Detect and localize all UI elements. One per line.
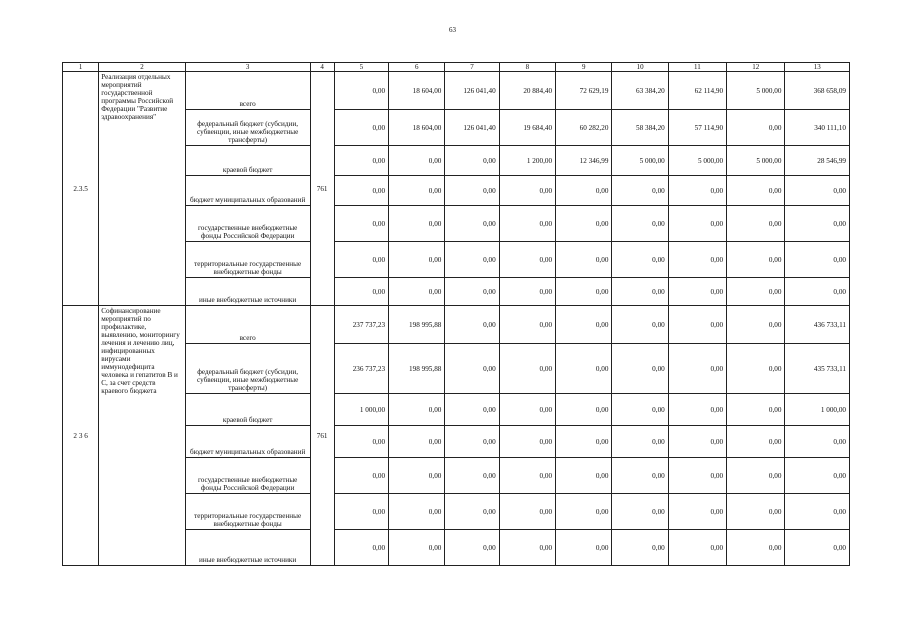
column-header: 2 — [99, 63, 186, 72]
amount-cell: 0,00 — [334, 72, 388, 110]
amount-cell: 57 114,90 — [668, 110, 726, 146]
funding-source: федеральный бюджет (субсидии, субвенции, иные межбюджетные трансферты) — [185, 344, 310, 394]
funding-source: территориальные государственные внебюджетные фонды — [185, 242, 310, 278]
amount-cell: 0,00 — [499, 530, 555, 566]
amount-cell: 0,00 — [556, 278, 612, 306]
amount-cell: 19 684,40 — [499, 110, 555, 146]
amount-cell: 18 604,00 — [389, 72, 445, 110]
amount-cell: 60 282,20 — [556, 110, 612, 146]
amount-cell: 5 000,00 — [612, 146, 668, 176]
amount-cell: 0,00 — [499, 458, 555, 494]
amount-cell: 0,00 — [727, 278, 785, 306]
funding-source: государственные внебюджетные фонды Российской Федерации — [185, 458, 310, 494]
funding-source: государственные внебюджетные фонды Российской Федерации — [185, 206, 310, 242]
amount-cell: 1 200,00 — [499, 146, 555, 176]
amount-cell: 0,00 — [785, 206, 850, 242]
amount-cell: 126 041,40 — [445, 110, 499, 146]
amount-cell: 0,00 — [334, 494, 388, 530]
amount-cell: 0,00 — [612, 306, 668, 344]
amount-cell: 5 000,00 — [727, 146, 785, 176]
column-header: 9 — [556, 63, 612, 72]
column-header: 3 — [185, 63, 310, 72]
responsible-code: 761 — [310, 72, 334, 306]
amount-cell: 0,00 — [668, 344, 726, 394]
amount-cell: 0,00 — [668, 494, 726, 530]
amount-cell: 0,00 — [499, 176, 555, 206]
measure-name: Софинансирование мероприятий по профилактике, выявлению, мониторингу лечения и лечению лиц, инфицированных вирусами иммунодефицита человека и гепатитов В и С, за счет средств краевого бюджета — [99, 306, 186, 566]
amount-cell: 0,00 — [785, 176, 850, 206]
amount-cell: 0,00 — [334, 426, 388, 458]
amount-cell: 237 737,23 — [334, 306, 388, 344]
amount-cell: 0,00 — [727, 426, 785, 458]
amount-cell: 0,00 — [499, 206, 555, 242]
column-header: 4 — [310, 63, 334, 72]
amount-cell: 0,00 — [556, 394, 612, 426]
amount-cell: 0,00 — [668, 306, 726, 344]
amount-cell: 0,00 — [556, 426, 612, 458]
amount-cell: 0,00 — [556, 458, 612, 494]
amount-cell: 1 000,00 — [334, 394, 388, 426]
amount-cell: 1 000,00 — [785, 394, 850, 426]
amount-cell: 0,00 — [668, 206, 726, 242]
amount-cell: 0,00 — [499, 278, 555, 306]
amount-cell: 62 114,90 — [668, 72, 726, 110]
amount-cell: 20 884,40 — [499, 72, 555, 110]
amount-cell: 0,00 — [556, 176, 612, 206]
amount-cell: 0,00 — [445, 344, 499, 394]
amount-cell: 0,00 — [668, 394, 726, 426]
amount-cell: 0,00 — [445, 242, 499, 278]
amount-cell: 368 658,09 — [785, 72, 850, 110]
column-header: 13 — [785, 63, 850, 72]
amount-cell: 0,00 — [556, 206, 612, 242]
amount-cell: 340 111,10 — [785, 110, 850, 146]
amount-cell: 0,00 — [445, 176, 499, 206]
amount-cell: 0,00 — [727, 110, 785, 146]
amount-cell: 436 733,11 — [785, 306, 850, 344]
amount-cell: 0,00 — [334, 278, 388, 306]
funding-source: всего — [185, 306, 310, 344]
funding-source: бюджет муниципальных образований — [185, 176, 310, 206]
amount-cell: 0,00 — [727, 458, 785, 494]
amount-cell: 0,00 — [445, 146, 499, 176]
amount-cell: 0,00 — [612, 426, 668, 458]
amount-cell: 0,00 — [334, 530, 388, 566]
amount-cell: 0,00 — [785, 278, 850, 306]
amount-cell: 0,00 — [389, 206, 445, 242]
amount-cell: 0,00 — [556, 530, 612, 566]
amount-cell: 0,00 — [612, 206, 668, 242]
amount-cell: 28 546,99 — [785, 146, 850, 176]
funding-source: краевой бюджет — [185, 394, 310, 426]
amount-cell: 0,00 — [668, 176, 726, 206]
column-header: 12 — [727, 63, 785, 72]
amount-cell: 0,00 — [556, 242, 612, 278]
amount-cell: 0,00 — [556, 494, 612, 530]
budget-table — [62, 62, 850, 566]
column-header: 1 — [63, 63, 99, 72]
amount-cell: 0,00 — [785, 530, 850, 566]
amount-cell: 0,00 — [727, 206, 785, 242]
amount-cell: 58 384,20 — [612, 110, 668, 146]
amount-cell: 0,00 — [785, 242, 850, 278]
amount-cell: 5 000,00 — [727, 72, 785, 110]
funding-source: иные внебюджетные источники — [185, 530, 310, 566]
amount-cell: 0,00 — [389, 176, 445, 206]
amount-cell: 0,00 — [727, 176, 785, 206]
amount-cell: 0,00 — [334, 242, 388, 278]
amount-cell: 0,00 — [727, 494, 785, 530]
amount-cell: 0,00 — [445, 278, 499, 306]
funding-source: иные внебюджетные источники — [185, 278, 310, 306]
amount-cell: 0,00 — [499, 494, 555, 530]
amount-cell: 0,00 — [785, 426, 850, 458]
amount-cell: 0,00 — [612, 458, 668, 494]
amount-cell: 0,00 — [445, 426, 499, 458]
amount-cell: 0,00 — [612, 494, 668, 530]
column-header: 8 — [499, 63, 555, 72]
amount-cell: 0,00 — [612, 344, 668, 394]
amount-cell: 236 737,23 — [334, 344, 388, 394]
amount-cell: 0,00 — [499, 306, 555, 344]
amount-cell: 0,00 — [785, 494, 850, 530]
funding-source: всего — [185, 72, 310, 110]
column-header: 6 — [389, 63, 445, 72]
amount-cell: 72 629,19 — [556, 72, 612, 110]
amount-cell: 0,00 — [334, 146, 388, 176]
amount-cell: 0,00 — [334, 110, 388, 146]
measure-name: Реализация отдельных мероприятий государственной программы Российской Федерации "Развитие здравоохранения" — [99, 72, 186, 306]
column-header: 7 — [445, 63, 499, 72]
amount-cell: 0,00 — [389, 530, 445, 566]
header-row — [63, 63, 850, 72]
amount-cell: 435 733,11 — [785, 344, 850, 394]
funding-source: федеральный бюджет (субсидии, субвенции, иные межбюджетные трансферты) — [185, 110, 310, 146]
funding-source: территориальные государственные внебюджетные фонды — [185, 494, 310, 530]
amount-cell: 0,00 — [727, 530, 785, 566]
amount-cell: 0,00 — [727, 242, 785, 278]
funding-source: бюджет муниципальных образований — [185, 426, 310, 458]
amount-cell: 0,00 — [445, 206, 499, 242]
amount-cell: 0,00 — [668, 242, 726, 278]
amount-cell: 18 604,00 — [389, 110, 445, 146]
amount-cell: 0,00 — [334, 458, 388, 494]
responsible-code: 761 — [310, 306, 334, 566]
amount-cell: 5 000,00 — [668, 146, 726, 176]
amount-cell: 0,00 — [612, 242, 668, 278]
amount-cell: 0,00 — [612, 278, 668, 306]
amount-cell: 0,00 — [612, 176, 668, 206]
amount-cell: 0,00 — [389, 494, 445, 530]
amount-cell: 0,00 — [668, 458, 726, 494]
amount-cell: 0,00 — [389, 394, 445, 426]
table-row — [63, 72, 850, 110]
amount-cell: 0,00 — [445, 530, 499, 566]
amount-cell: 0,00 — [389, 146, 445, 176]
funding-source: краевой бюджет — [185, 146, 310, 176]
amount-cell: 0,00 — [668, 278, 726, 306]
amount-cell: 0,00 — [668, 426, 726, 458]
amount-cell: 0,00 — [499, 426, 555, 458]
amount-cell: 0,00 — [389, 426, 445, 458]
amount-cell: 0,00 — [727, 394, 785, 426]
amount-cell: 0,00 — [612, 394, 668, 426]
amount-cell: 0,00 — [668, 530, 726, 566]
row-code: 2.3.5 — [63, 72, 99, 306]
page-number: 63 — [449, 26, 456, 34]
amount-cell: 0,00 — [389, 458, 445, 494]
column-header: 11 — [668, 63, 726, 72]
amount-cell: 0,00 — [556, 344, 612, 394]
amount-cell: 12 346,99 — [556, 146, 612, 176]
amount-cell: 0,00 — [445, 458, 499, 494]
amount-cell: 0,00 — [785, 458, 850, 494]
column-header: 5 — [334, 63, 388, 72]
amount-cell: 63 384,20 — [612, 72, 668, 110]
amount-cell: 0,00 — [445, 494, 499, 530]
amount-cell: 0,00 — [556, 306, 612, 344]
row-code: 2 3 6 — [63, 306, 99, 566]
amount-cell: 0,00 — [334, 206, 388, 242]
amount-cell: 0,00 — [389, 242, 445, 278]
amount-cell: 198 995,88 — [389, 344, 445, 394]
amount-cell: 0,00 — [727, 344, 785, 394]
amount-cell: 126 041,40 — [445, 72, 499, 110]
amount-cell: 0,00 — [499, 394, 555, 426]
amount-cell: 0,00 — [445, 394, 499, 426]
amount-cell: 0,00 — [445, 306, 499, 344]
amount-cell: 0,00 — [499, 344, 555, 394]
table-row — [63, 306, 850, 344]
amount-cell: 0,00 — [499, 242, 555, 278]
column-header: 10 — [612, 63, 668, 72]
amount-cell: 0,00 — [727, 306, 785, 344]
amount-cell: 198 995,88 — [389, 306, 445, 344]
amount-cell: 0,00 — [334, 176, 388, 206]
amount-cell: 0,00 — [389, 278, 445, 306]
amount-cell: 0,00 — [612, 530, 668, 566]
